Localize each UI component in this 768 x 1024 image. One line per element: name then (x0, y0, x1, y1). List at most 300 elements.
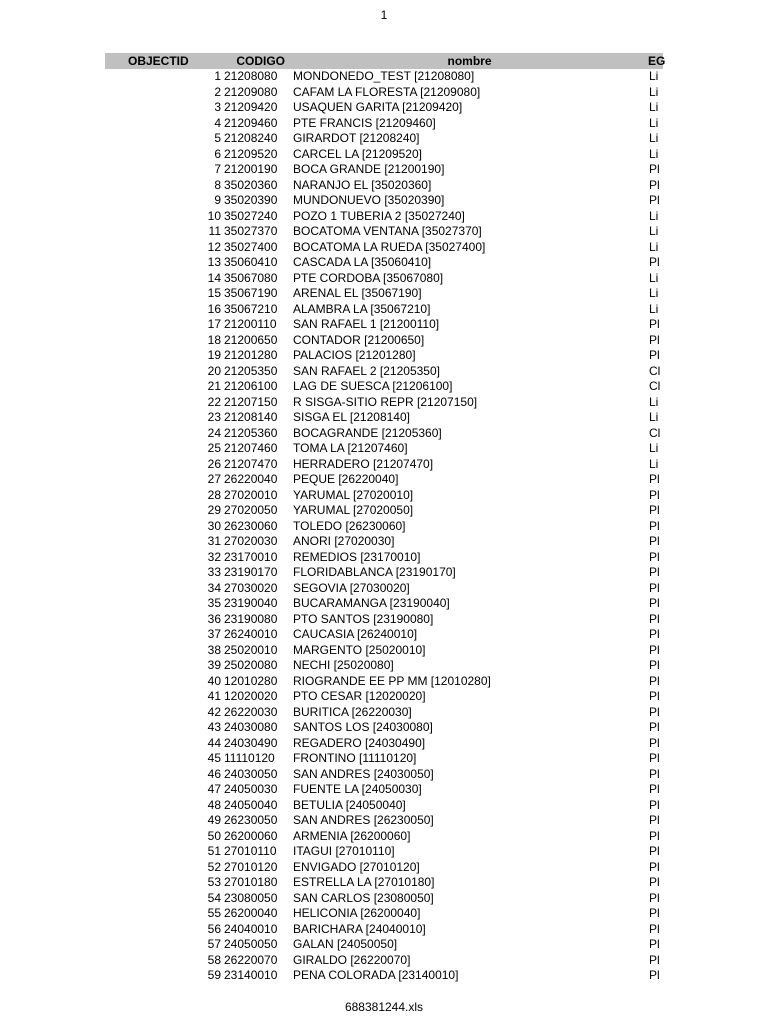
codigo-cell: 24050030 (224, 782, 278, 796)
table-row (105, 813, 663, 829)
table-row (105, 829, 663, 845)
nombre-cell: CASCADA LA [35060410] (293, 255, 432, 269)
objectid-cell: 26 (207, 456, 221, 471)
table-row (105, 782, 663, 798)
nombre-cell: BUCARAMANGA [23190040] (293, 596, 450, 610)
table-row (105, 798, 663, 814)
region-cell: Pl (649, 890, 660, 905)
table-row (105, 410, 663, 426)
objectid-cell: 38 (207, 642, 221, 657)
nombre-cell: BETULIA [24050040] (293, 797, 406, 812)
table-row (105, 271, 663, 287)
nombre-cell: BOCATOMA LA RUEDA [35027400] (293, 239, 486, 254)
nombre-cell: BOCAGRANDE [21205360] (293, 425, 442, 440)
region-cell: Pl (649, 627, 660, 641)
codigo-cell: 27010110 (224, 844, 277, 858)
codigo-cell: 21209520 (224, 146, 278, 161)
nombre-cell: FRONTINO [11110120] (293, 751, 417, 765)
region-cell: Pl (649, 518, 660, 533)
objectid-cell: 6 (214, 146, 221, 161)
nombre-cell: NECHI [25020080] (293, 658, 394, 672)
objectid-cell: 1 (214, 69, 221, 83)
objectid-cell: 12 (207, 239, 221, 254)
codigo-cell: 35067210 (224, 301, 278, 316)
nombre-cell: BOCA GRANDE [21200190] (293, 162, 445, 176)
nombre-cell: CONTADOR [21200650] (293, 332, 425, 347)
region-cell: Pl (649, 782, 660, 796)
table-row (105, 178, 663, 194)
codigo-cell: 21209080 (224, 84, 278, 99)
objectid-cell: 32 (207, 549, 221, 564)
objectid-cell: 16 (207, 301, 221, 316)
region-cell: Pl (649, 937, 660, 951)
table-row (105, 643, 663, 659)
table-row (105, 627, 663, 643)
nombre-cell: SAN RAFAEL 1 [21200110] (293, 317, 440, 331)
page-number: 1 (380, 8, 388, 22)
region-cell: Pl (649, 580, 660, 595)
table-row (105, 581, 663, 597)
nombre-cell: ARMENIA [26200060] (293, 828, 411, 843)
table-row (105, 209, 663, 225)
nombre-cell: HERRADERO [21207470] (293, 456, 434, 471)
region-cell: Pl (649, 503, 660, 517)
nombre-cell: ARENAL EL [35067190] (293, 286, 422, 300)
nombre-cell: CAUCASIA [26240010] (293, 627, 418, 641)
nombre-cell: SEGOVIA [27030020] (293, 580, 410, 595)
objectid-cell: 37 (207, 627, 221, 641)
region-cell: Pl (649, 332, 660, 347)
region-cell: Pl (649, 596, 660, 610)
file-name-footer: 688381244.xls (344, 1000, 424, 1014)
region-cell: Li (649, 301, 659, 316)
objectid-cell: 41 (207, 689, 221, 703)
nombre-cell: POZO 1 TUBERIA 2 [35027240] (293, 208, 465, 223)
nombre-cell: PTO CESAR [12020020] (293, 689, 426, 703)
table-row (105, 937, 663, 953)
codigo-cell: 26200040 (224, 906, 278, 920)
table-row (105, 891, 663, 907)
codigo-cell: 35027400 (224, 239, 278, 254)
region-cell: Pl (649, 317, 660, 331)
nombre-cell: BURITICA [26220030] (293, 704, 412, 719)
region-cell: Pl (649, 673, 660, 688)
region-cell: Pl (649, 859, 660, 874)
codigo-cell: 21206100 (224, 379, 278, 393)
objectid-cell: 2 (214, 84, 221, 99)
region-cell: Pl (649, 844, 660, 858)
nombre-cell: GIRALDO [26220070] (293, 952, 411, 967)
objectid-cell: 5 (214, 131, 221, 145)
nombre-cell: SAN RAFAEL 2 [21205350] (293, 363, 440, 378)
region-cell: Pl (649, 658, 660, 672)
table-row (105, 348, 663, 364)
region-cell: Pl (649, 549, 660, 564)
table-row (105, 922, 663, 938)
codigo-cell: 21207460 (224, 441, 278, 455)
region-cell: Li (649, 100, 659, 114)
table-row (105, 426, 663, 442)
nombre-cell: ANORI [27020030] (293, 534, 395, 548)
region-cell: Li (649, 394, 659, 409)
codigo-cell: 21208240 (224, 131, 278, 145)
region-cell: Cl (649, 425, 661, 440)
header-nombre: nombre (447, 54, 492, 68)
objectid-cell: 31 (207, 534, 221, 548)
table-row (105, 751, 663, 767)
table-row (105, 736, 663, 752)
table-row (105, 69, 663, 85)
nombre-cell: HELICONIA [26200040] (293, 906, 421, 920)
region-cell: Li (649, 270, 659, 285)
objectid-cell: 9 (214, 193, 221, 207)
region-cell: Li (649, 441, 659, 455)
table-row (105, 255, 663, 271)
table-row (105, 193, 663, 209)
nombre-cell: TOMA LA [21207460] (293, 441, 408, 455)
nombre-cell: TOLEDO [26230060] (293, 518, 406, 533)
objectid-cell: 39 (207, 658, 221, 672)
codigo-cell: 21208080 (224, 69, 278, 83)
nombre-cell: NARANJO EL [35020360] (293, 177, 432, 192)
objectid-cell: 40 (207, 673, 221, 688)
region-cell: Cl (649, 379, 661, 393)
table-row (105, 875, 663, 891)
table-row (105, 100, 663, 116)
objectid-cell: 4 (214, 115, 221, 130)
region-cell: Pl (649, 906, 660, 920)
nombre-cell: PENA COLORADA [23140010] (293, 968, 459, 982)
region-cell: Li (649, 456, 659, 471)
table-row (105, 85, 663, 101)
nombre-cell: CARCEL LA [21209520] (293, 146, 422, 161)
table-row (105, 519, 663, 535)
nombre-cell: ITAGUI [27010110] (293, 844, 395, 858)
table-row (105, 472, 663, 488)
region-cell: Li (649, 410, 659, 424)
spreadsheet-table (105, 53, 666, 984)
codigo-cell: 27030020 (224, 580, 278, 595)
nombre-cell: ENVIGADO [27010120] (293, 859, 420, 874)
objectid-cell: 43 (207, 720, 221, 734)
region-cell: Pl (649, 813, 660, 827)
region-cell: Pl (649, 642, 660, 657)
region-cell: Pl (649, 255, 660, 269)
nombre-cell: SISGA EL [21208140] (293, 410, 410, 424)
region-cell: Pl (649, 689, 660, 703)
objectid-cell: 24 (207, 425, 221, 440)
codigo-cell: 23080050 (224, 890, 278, 905)
objectid-cell: 49 (207, 813, 221, 827)
codigo-cell: 23190170 (224, 565, 278, 579)
codigo-cell: 21205350 (224, 363, 278, 378)
nombre-cell: SAN CARLOS [23080050] (293, 890, 434, 905)
table-row (105, 565, 663, 581)
codigo-cell: 21207150 (224, 394, 278, 409)
codigo-cell: 23190080 (224, 611, 278, 626)
region-cell: Li (649, 286, 659, 300)
nombre-cell: GALAN [24050050] (293, 937, 398, 951)
objectid-cell: 23 (207, 410, 221, 424)
objectid-cell: 33 (207, 565, 221, 579)
table-row (105, 162, 663, 178)
region-cell: Pl (649, 720, 660, 734)
codigo-cell: 35020390 (224, 193, 278, 207)
objectid-cell: 53 (207, 875, 221, 889)
codigo-cell: 24030050 (224, 766, 278, 781)
table-row (105, 658, 663, 674)
header-objectid: OBJECTID (128, 54, 189, 68)
region-cell: Pl (649, 704, 660, 719)
nombre-cell: RIOGRANDE EE PP MM [12010280] (293, 673, 491, 688)
codigo-cell: 21200190 (224, 162, 278, 176)
nombre-cell: PALACIOS [21201280] (293, 348, 416, 362)
objectid-cell: 10 (207, 208, 221, 223)
table-row (105, 457, 663, 473)
codigo-cell: 27020050 (224, 503, 278, 517)
table-row (105, 550, 663, 566)
codigo-cell: 27020010 (224, 487, 278, 502)
region-cell: Pl (649, 487, 660, 502)
region-cell: Pl (649, 162, 660, 176)
codigo-cell: 25020010 (224, 642, 278, 657)
header-region: EG (648, 54, 666, 68)
region-cell: Li (649, 224, 659, 238)
region-cell: Li (649, 208, 659, 223)
nombre-cell: SANTOS LOS [24030080] (293, 720, 433, 734)
nombre-cell: YARUMAL [27020010] (293, 487, 414, 502)
codigo-cell: 27020030 (224, 534, 278, 548)
region-cell: Pl (649, 766, 660, 781)
table-header (105, 53, 666, 69)
nombre-cell: MARGENTO [25020010] (293, 642, 426, 657)
objectid-cell: 56 (207, 921, 221, 936)
table-row (105, 767, 663, 783)
nombre-cell: REGADERO [24030490] (293, 735, 426, 750)
region-cell: Cl (649, 363, 661, 378)
objectid-cell: 28 (207, 487, 221, 502)
region-cell: Pl (649, 952, 660, 967)
nombre-cell: USAQUEN GARITA [21209420] (293, 100, 463, 114)
codigo-cell: 35060410 (224, 255, 278, 269)
region-cell: Li (649, 84, 659, 99)
objectid-cell: 15 (207, 286, 221, 300)
table-row (105, 860, 663, 876)
objectid-cell: 44 (207, 735, 221, 750)
table-row (105, 302, 663, 318)
nombre-cell: R SISGA-SITIO REPR [21207150] (293, 394, 478, 409)
objectid-cell: 7 (214, 162, 221, 176)
table-row (105, 612, 663, 628)
objectid-cell: 11 (208, 224, 221, 238)
codigo-cell: 12010280 (224, 673, 278, 688)
nombre-cell: SAN ANDRES [26230050] (293, 813, 434, 827)
table-row (105, 968, 663, 984)
region-cell: Pl (649, 193, 660, 207)
nombre-cell: BOCATOMA VENTANA [35027370] (293, 224, 482, 238)
table-body (105, 69, 663, 984)
codigo-cell: 26220070 (224, 952, 278, 967)
codigo-cell: 26220040 (224, 472, 278, 486)
table-row (105, 379, 663, 395)
table-row (105, 503, 663, 519)
table-row (105, 286, 663, 302)
objectid-cell: 17 (207, 317, 221, 331)
table-row (105, 705, 663, 721)
region-cell: Pl (649, 565, 660, 579)
objectid-cell: 46 (207, 766, 221, 781)
region-cell: Li (649, 69, 659, 83)
objectid-cell: 50 (207, 828, 221, 843)
codigo-cell: 21205360 (224, 425, 278, 440)
region-cell: Pl (649, 797, 660, 812)
codigo-cell: 26240010 (224, 627, 278, 641)
table-row (105, 364, 663, 380)
table-row (105, 395, 663, 411)
region-cell: Pl (649, 177, 660, 192)
objectid-cell: 27 (207, 472, 221, 486)
region-cell: Pl (649, 921, 660, 936)
objectid-cell: 14 (207, 270, 221, 285)
nombre-cell: BARICHARA [24040010] (293, 921, 426, 936)
objectid-cell: 30 (207, 518, 221, 533)
table-row (105, 488, 663, 504)
header-codigo: CODIGO (236, 54, 285, 68)
table-row (105, 596, 663, 612)
region-cell: Pl (649, 875, 660, 889)
objectid-cell: 55 (207, 906, 221, 920)
nombre-cell: LAG DE SUESCA [21206100] (293, 379, 453, 393)
objectid-cell: 45 (207, 751, 221, 765)
objectid-cell: 29 (207, 503, 221, 517)
codigo-cell: 21207470 (224, 456, 278, 471)
objectid-cell: 21 (207, 379, 221, 393)
nombre-cell: REMEDIOS [23170010] (293, 549, 421, 564)
table-row (105, 131, 663, 147)
nombre-cell: PEQUE [26220040] (293, 472, 399, 486)
table-row (105, 534, 663, 550)
objectid-cell: 8 (214, 177, 221, 192)
objectid-cell: 51 (207, 844, 221, 858)
objectid-cell: 59 (207, 968, 221, 982)
region-cell: Li (649, 131, 659, 145)
codigo-cell: 35020360 (224, 177, 278, 192)
nombre-cell: MONDONEDO_TEST [21208080] (293, 69, 475, 83)
codigo-cell: 24030490 (224, 735, 278, 750)
objectid-cell: 52 (207, 859, 221, 874)
region-cell: Pl (649, 534, 660, 548)
objectid-cell: 35 (207, 596, 221, 610)
table-row (105, 844, 663, 860)
table-row (105, 689, 663, 705)
table-row (105, 674, 663, 690)
codigo-cell: 24050040 (224, 797, 278, 812)
objectid-cell: 36 (207, 611, 221, 626)
codigo-cell: 24040010 (224, 921, 278, 936)
codigo-cell: 27010120 (224, 859, 278, 874)
table-row (105, 441, 663, 457)
nombre-cell: YARUMAL [27020050] (293, 503, 414, 517)
codigo-cell: 25020080 (224, 658, 278, 672)
codigo-cell: 21200650 (224, 332, 278, 347)
region-cell: Pl (649, 828, 660, 843)
region-cell: Li (649, 239, 659, 254)
nombre-cell: PTE FRANCIS [21209460] (293, 115, 436, 130)
region-cell: Li (649, 146, 659, 161)
codigo-cell: 12020020 (224, 689, 278, 703)
nombre-cell: FLORIDABLANCA [23190170] (293, 565, 456, 579)
objectid-cell: 3 (214, 100, 221, 114)
codigo-cell: 26230050 (224, 813, 278, 827)
nombre-cell: FUENTE LA [24050030] (293, 782, 422, 796)
objectid-cell: 22 (207, 394, 221, 409)
codigo-cell: 35027240 (224, 208, 278, 223)
codigo-cell: 21209420 (224, 100, 278, 114)
codigo-cell: 21209460 (224, 115, 278, 130)
codigo-cell: 23190040 (224, 596, 278, 610)
table-row (105, 720, 663, 736)
nombre-cell: GIRARDOT [21208240] (293, 131, 420, 145)
region-cell: Pl (649, 751, 660, 765)
table-row (105, 240, 663, 256)
region-cell: Pl (649, 611, 660, 626)
nombre-cell: ESTRELLA LA [27010180] (293, 875, 435, 889)
codigo-cell: 21200110 (224, 317, 277, 331)
codigo-cell: 35067080 (224, 270, 278, 285)
objectid-cell: 47 (207, 782, 221, 796)
region-cell: Pl (649, 472, 660, 486)
codigo-cell: 35027370 (224, 224, 278, 238)
codigo-cell: 24030080 (224, 720, 278, 734)
region-cell: Pl (649, 348, 660, 362)
region-cell: Li (649, 115, 659, 130)
codigo-cell: 26220030 (224, 704, 278, 719)
codigo-cell: 23140010 (224, 968, 278, 982)
nombre-cell: CAFAM LA FLORESTA [21209080] (293, 84, 481, 99)
codigo-cell: 21208140 (224, 410, 278, 424)
objectid-cell: 25 (207, 441, 221, 455)
objectid-cell: 13 (207, 255, 221, 269)
region-cell: Pl (649, 968, 660, 982)
nombre-cell: SAN ANDRES [24030050] (293, 766, 434, 781)
objectid-cell: 57 (207, 937, 221, 951)
nombre-cell: MUNDONUEVO [35020390] (293, 193, 445, 207)
codigo-cell: 23170010 (224, 549, 278, 564)
table-row (105, 906, 663, 922)
codigo-cell: 11110120 (224, 751, 275, 765)
codigo-cell: 27010180 (224, 875, 278, 889)
objectid-cell: 42 (207, 704, 221, 719)
table-row (105, 953, 663, 969)
objectid-cell: 20 (207, 363, 221, 378)
codigo-cell: 26200060 (224, 828, 278, 843)
objectid-cell: 48 (207, 797, 221, 812)
codigo-cell: 21201280 (224, 348, 278, 362)
table-row (105, 224, 663, 240)
objectid-cell: 34 (207, 580, 221, 595)
objectid-cell: 19 (207, 348, 221, 362)
objectid-cell: 18 (207, 332, 221, 347)
table-row (105, 333, 663, 349)
table-row (105, 317, 663, 333)
codigo-cell: 35067190 (224, 286, 278, 300)
objectid-cell: 54 (207, 890, 221, 905)
table-row (105, 147, 663, 163)
codigo-cell: 24050050 (224, 937, 278, 951)
nombre-cell: PTE CORDOBA [35067080] (293, 270, 444, 285)
objectid-cell: 58 (207, 952, 221, 967)
nombre-cell: PTO SANTOS [23190080] (293, 611, 434, 626)
